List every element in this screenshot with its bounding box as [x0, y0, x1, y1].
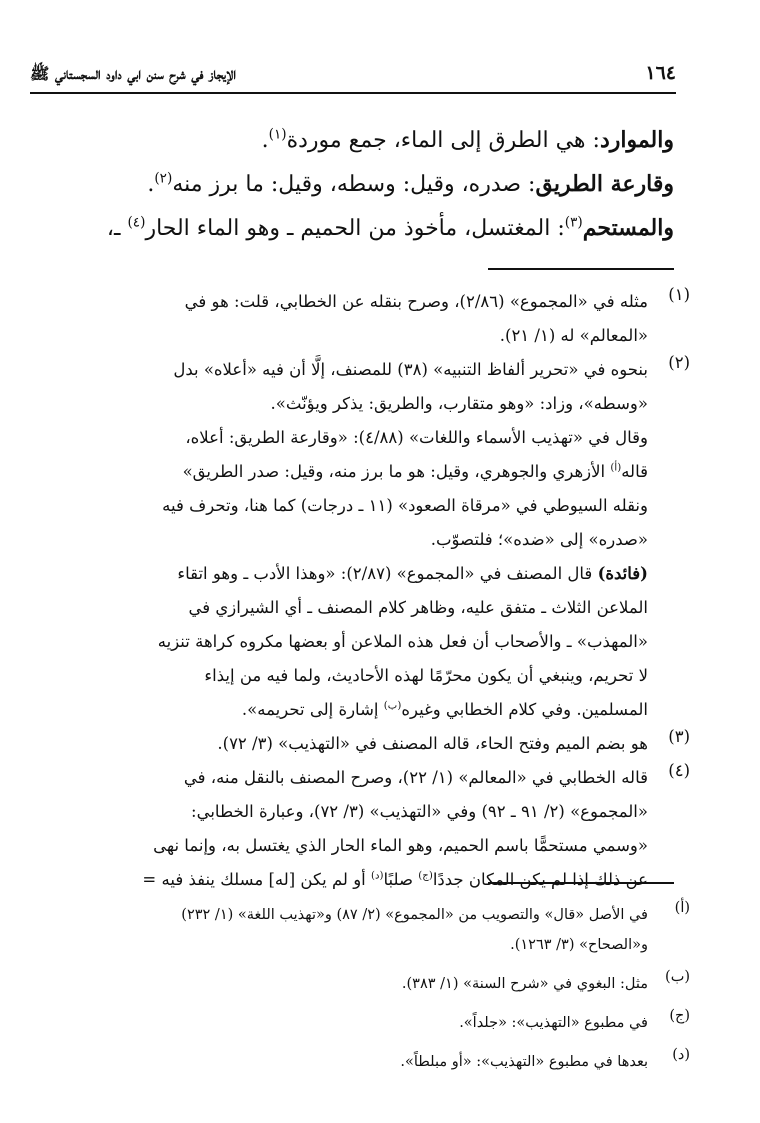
variant-note	[30, 900, 690, 960]
footnote-line: لا تحريم، وينبغي أن يكون محرّمًا لهذه الأحاديث، ولما فيه من إيذاء	[204, 666, 648, 685]
footnotes	[30, 285, 690, 897]
variant-ref[interactable]: (ج)	[418, 870, 433, 882]
definition-line: والموارد: هي الطرق إلى الماء، جمع موردة$^{(١)}$.	[261, 126, 674, 153]
definition-line: وقارعة الطريق: صدره، وقيل: وسطه، وقيل: ما برز منه$^{(٢)}$.	[147, 170, 674, 197]
footnote	[30, 353, 690, 727]
variant-line: مثل: البغوي في «شرح السنة» (١/ ٣٨٣).	[401, 976, 648, 992]
variant-line: في الأصل «قال» والتصويب من «المجموع» (٢/ ٨٧) و«تهذيب اللغة» (١/ ٢٣٢)	[181, 907, 648, 923]
footnote	[30, 761, 690, 897]
term: وقارعة الطريق	[535, 171, 674, 197]
note-label: (فائدة)	[597, 564, 648, 583]
main-text	[30, 118, 674, 250]
variant-letter: (أ)	[674, 900, 690, 916]
footnote-number: (٢)	[668, 353, 690, 372]
footnote-line: وقال في «تهذيب الأسماء واللغات» (٤/٨٨): «وقارعة الطريق: أعلاه،	[185, 428, 648, 447]
footnote-line: الملاعن الثلاث ـ متفق عليه، وظاهر كلام المصنف ـ أي الشيرازي في	[188, 598, 648, 617]
footnote-ref[interactable]: (٢)	[154, 170, 173, 187]
term: والموارد	[599, 127, 674, 153]
variant-letter: (ج)	[669, 1008, 690, 1024]
footnote-line: (فائدة) قال المصنف في «المجموع» (٢/٨٧): «وهذا الأدب ـ وهو اتقاء	[177, 564, 648, 583]
footnote-ref[interactable]: (١)	[268, 126, 287, 143]
variant-ref[interactable]: (أ)	[610, 462, 622, 474]
variant-ref[interactable]: (د)	[371, 870, 384, 882]
footnote-ref[interactable]: (٤)	[127, 214, 146, 231]
footnote-number: (٣)	[668, 727, 690, 746]
running-title: الإيجاز في شرح سنن ابي داود السجستاني ﷺ	[30, 64, 236, 83]
footnote-line: هو بضم الميم وفتح الحاء، قاله المصنف في «التهذيب» (٣/ ٧٢).	[217, 734, 648, 753]
page-header	[30, 60, 676, 94]
definition-line: والمستحم$^{(٣)}$: المغتسل، مأخوذ من الحميم ـ وهو الماء الحار$^{(٤)}$ ـ،	[106, 214, 674, 241]
footnote-line: المسلمين. وفي كلام الخطابي وغيره$^{(ب)}$ إشارة إلى تحريمه».	[241, 700, 648, 719]
footnote-line: «وسطه»، وزاد: «وهو متقارب، والطريق: يذكر ويؤنّث».	[270, 394, 648, 413]
footnote-number: (٤)	[668, 761, 690, 780]
footnote	[30, 727, 690, 761]
term: والمستحم	[582, 215, 674, 241]
variant-line: بعدها في مطبوع «التهذيب»: «أو مبلطاً».	[400, 1054, 648, 1070]
footnote-number: (١)	[668, 285, 690, 304]
variant-note	[30, 1047, 690, 1077]
variant-note	[30, 1008, 690, 1038]
footnote	[30, 285, 690, 353]
footnote-line: ونقله السيوطي في «مرقاة الصعود» (١١ ـ درجات) كما هنا، وتحرف فيه	[162, 496, 648, 515]
footnote-line: «المجموع» (٢/ ٩١ ـ ٩٢) وفي «التهذيب» (٣/ ٧٢)، وعبارة الخطابي:	[191, 802, 648, 821]
footnote-line: عن ذلك إذا لم يكن المكان جددًا$^{(ج)}$ صلبًا$^{(د)}$ أو لم يكن [له] مسلك ينفذ فيه =	[142, 870, 648, 889]
footnote-divider	[488, 268, 674, 270]
definition-text: : المغتسل، مأخوذ من الحميم ـ وهو الماء الحار	[145, 216, 565, 241]
variant-line: و«الصحاح» (٣/ ١٢٦٣).	[510, 937, 648, 953]
page-number: ١٦٤	[645, 62, 676, 84]
variants-divider	[488, 882, 674, 884]
footnote-line: مثله في «المجموع» (٢/٨٦)، وصرح بنقله عن الخطابي، قلت: هو في	[184, 292, 648, 311]
variant-note	[30, 969, 690, 999]
footnote-line: بنحوه في «تحرير ألفاظ التنبيه» (٣٨) للمصنف، إلَّا أن فيه «أعلاه» بدل	[173, 360, 648, 379]
footnote-line: «المهذب» ـ والأصحاب أن فعل هذه الملاعن أو بعضها مكروه كراهة تنزيه	[157, 632, 648, 651]
manuscript-variants	[30, 900, 690, 1086]
footnote-line: قاله الخطابي في «المعالم» (١/ ٢٢)، وصرح المصنف بالنقل منه، في	[183, 768, 648, 787]
variant-ref[interactable]: (ب)	[383, 700, 402, 712]
definition-text: : صدره، وقيل: وسطه، وقيل: ما برز منه	[172, 172, 536, 197]
footnote-line: «صدره» إلى «ضده»؛ فلتصوّب.	[430, 530, 648, 549]
footnote-line: «وسمي مستحمًّا باسم الحميم، وهو الماء الحار الذي يغتسل به، وإنما نهى	[153, 836, 648, 855]
footnote-ref[interactable]: (٣)	[564, 214, 583, 231]
definition-text: : هي الطرق إلى الماء، جمع موردة	[286, 128, 600, 153]
footnote-line: قاله$^{(أ)}$ الأزهري والجوهري، وقيل: هو ما برز منه، وقيل: صدر الطريق»	[182, 462, 648, 481]
variant-letter: (ب)	[665, 969, 690, 985]
footnote-line: «المعالم» له (١/ ٢١).	[499, 326, 648, 345]
variant-line: في مطبوع «التهذيب»: «جلداً».	[459, 1015, 648, 1031]
variant-letter: (د)	[672, 1047, 690, 1063]
